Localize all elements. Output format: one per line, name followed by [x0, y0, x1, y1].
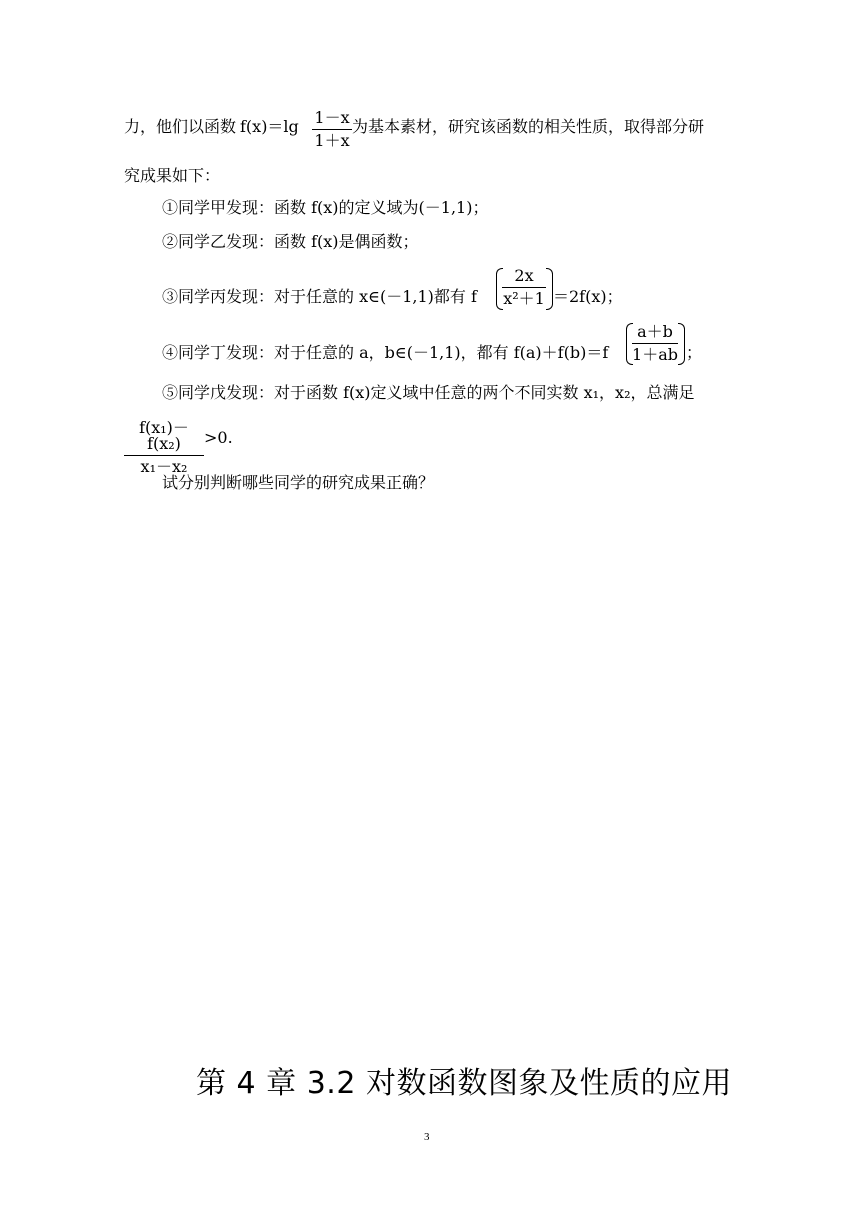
finding-2: ②同学乙发现：函数 f(x)是偶函数；: [162, 232, 419, 251]
finding-5-fraction: [124, 420, 204, 475]
finding-3-after: ＝2f(x)；: [553, 287, 623, 306]
finding-4-text: ④同学丁发现：对于任意的 a，b∈(－1,1)，都有 f(a)＋f(b)＝f: [162, 343, 609, 362]
finding-3-right-paren: [546, 268, 553, 310]
finding-4-fraction: [632, 324, 678, 363]
finding-3-text: ③同学丙发现：对于任意的 x∈(－1,1)都有 f: [162, 287, 477, 306]
intro-fraction: [312, 110, 352, 149]
question-text: 试分别判断哪些同学的研究成果正确？: [162, 473, 435, 492]
finding-1: ①同学甲发现：函数 f(x)的定义域为(－1,1)；: [162, 198, 489, 217]
finding-3-numerator: 2x: [502, 268, 546, 288]
finding-5-text: ⑤同学戊发现：对于函数 f(x)定义域中任意的两个不同实数 x₁，x₂，总满足: [162, 383, 695, 402]
finding-5-after: >0.: [204, 428, 233, 447]
finding-4-denominator: 1＋ab: [632, 345, 678, 364]
intro-suffix: 为基本素材，研究该函数的相关性质，取得部分研: [352, 117, 705, 136]
finding-5-numerator: f(x₁)－f(x₂): [124, 420, 204, 456]
page-number: 3: [424, 1131, 430, 1143]
finding-4-right-paren: [678, 323, 685, 365]
finding-5-denominator: x₁－x₂: [140, 457, 188, 476]
chapter-heading: 第 4 章 3.2 对数函数图象及性质的应用: [196, 1066, 732, 1101]
finding-3-fraction: [502, 268, 546, 307]
intro-function: f(x)＝lg: [240, 117, 299, 136]
intro-fraction-numerator: 1－x: [312, 110, 352, 130]
intro-prefix: 力，他们以函数: [124, 117, 237, 136]
finding-4-numerator: a＋b: [632, 324, 678, 344]
finding-3-denominator: x²＋1: [503, 289, 545, 308]
intro-fraction-denominator: 1＋x: [314, 131, 350, 150]
intro-line-2: 究成果如下：: [124, 166, 221, 185]
finding-4-after: ；: [686, 343, 703, 362]
